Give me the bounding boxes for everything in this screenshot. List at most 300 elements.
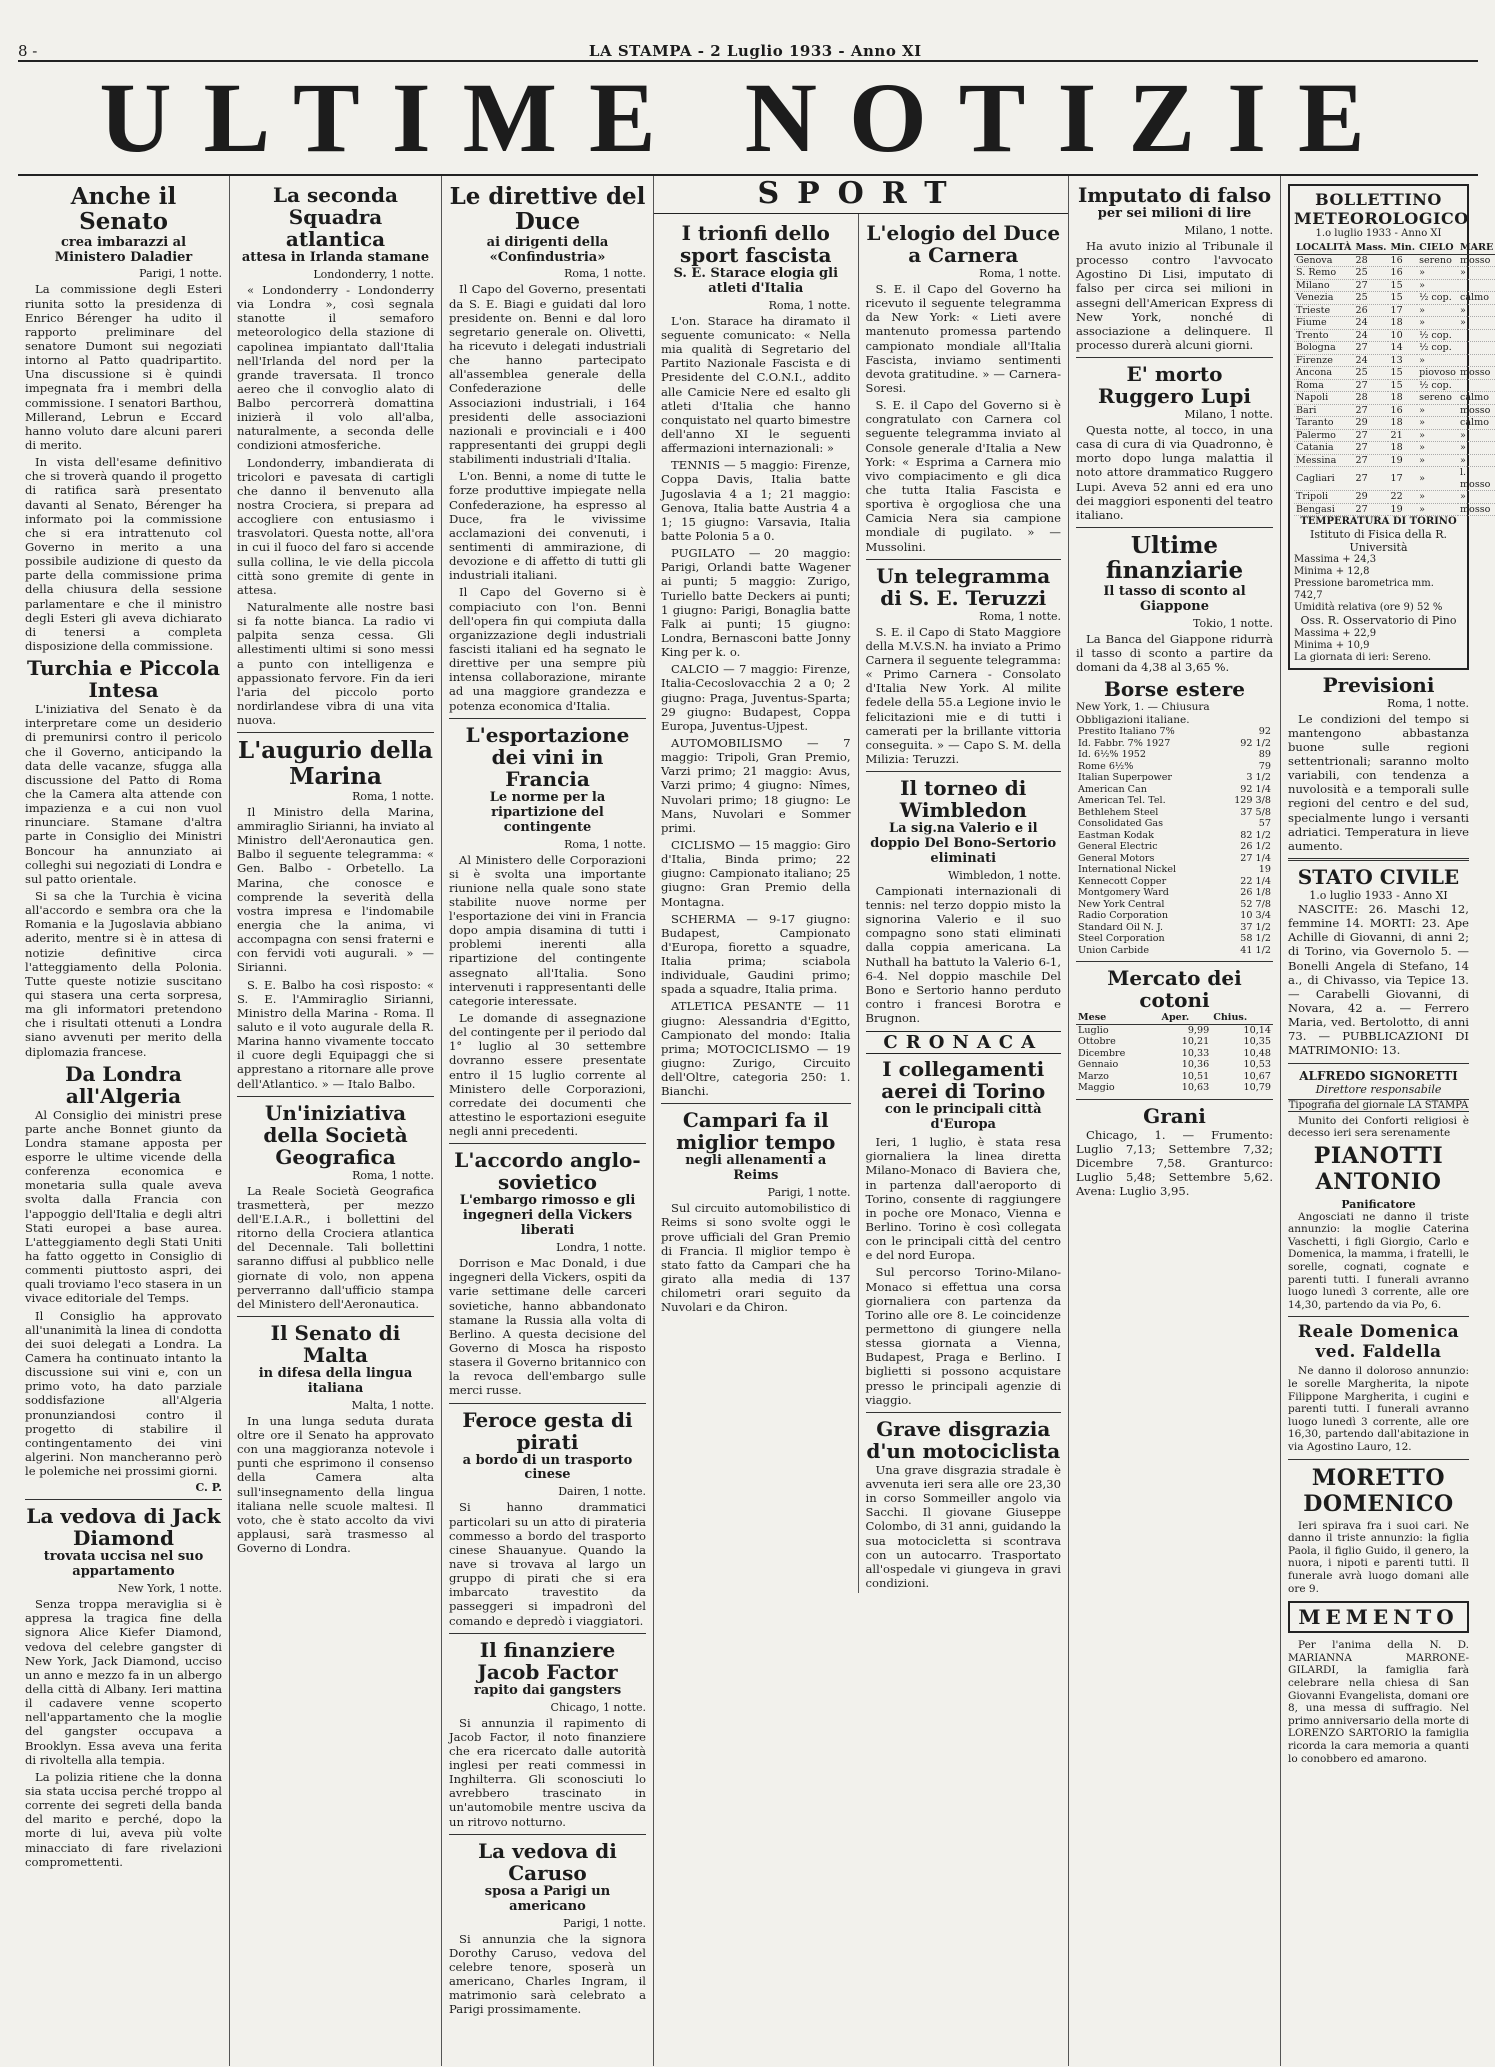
meteo-location: Bengasi (1294, 503, 1353, 516)
stock-name: Standard Oil N. J. (1078, 921, 1164, 933)
dateline: Londra, 1 notte. (556, 1241, 646, 1255)
stock-name: Id. Fabbr. 7% 1927 (1078, 737, 1171, 749)
meteo-location: Genova (1294, 254, 1353, 267)
headline: Anche il Senato (70, 183, 177, 236)
meteo-max: 27 (1353, 429, 1388, 442)
headline: Un telegramma di S. E. Teruzzi (876, 563, 1051, 610)
meteo-min: 18 (1388, 442, 1417, 455)
stock-name: General Motors (1078, 852, 1155, 864)
meteo-max: 24 (1353, 329, 1388, 342)
paragraph: NASCITE: 26. Maschi 12, femmine 14. MORTI: 23. Ape Achille di Giovanni, di anni 2; di Torino, via Governolo 5. — Bonelli Angela di Stefano, 14 a., di Chivasso, via Tepice 13. — Carabelli Giovanni, di Novara, 42 a. — Ferrero Maria, ved. Bertolotto, di anni 73. — PUBBLICAZIONI DI MATRIMONIO: 13. (1288, 901, 1469, 1058)
stock-row (1076, 887, 1273, 899)
meteo-location: Milano (1294, 279, 1353, 292)
paragraph: Il Consiglio ha approvato all'unanimità la linea di condotta dei suoi delegati a Londra. La Camera ha continuato intanto la discussione sui vini e, con un primo voto, ha dato parziale soddisfazione all'Algeria pronunziandosi contro il progetto di stabilire il contingentamento dei vini algerini. Non mancheranno però le polemiche nei prossimi giorni. (25, 1308, 222, 1479)
divider (1288, 1316, 1469, 1317)
stock-value: 57 (1258, 818, 1271, 830)
meteo-sky: ½ cop. (1417, 379, 1458, 392)
subheadline: Turchia e Piccola Intesa (27, 656, 220, 703)
meteo-location: Taranto (1294, 417, 1353, 430)
dateline: Wimbledon, 1 notte. (948, 868, 1061, 882)
masthead-title: ULTIME NOTIZIE (99, 62, 1397, 173)
dateline: Milano, 1 notte. (1184, 223, 1273, 237)
stock-value: 89 (1258, 749, 1271, 761)
stock-value: 129 3/8 (1234, 795, 1271, 807)
divider (661, 1103, 851, 1104)
meteo-header: Mass. (1355, 242, 1387, 253)
meteo-row (1294, 367, 1495, 380)
cotton-month: Luglio (1078, 1024, 1109, 1036)
meteo-row (1294, 317, 1495, 330)
meteo-location: Fiume (1294, 317, 1353, 330)
meteo-location: Palermo (1294, 429, 1353, 442)
stock-name: Consolidated Gas (1078, 818, 1164, 830)
cotton-close: 10,14 (1243, 1024, 1271, 1036)
deck: ai dirigenti della «Confindustria» (486, 234, 609, 265)
paragraph: Al Consiglio dei ministri prese parte anche Bonnet giunto da Londra stamane apposta per esporre le ultime vicende della conferenza economica e monetaria sulla quale aveva svolta dalla Francia con l'appoggio dell'Italia e degli altri Stati europei a base aurea. L'atteggiamento degli Stati Uniti ha fatto oggetto in Consiglio di commenti piuttosto aspri, dei quali troviamo l'eco stasera in un vivace editoriale del Temps. (25, 1107, 222, 1306)
meteo-header: Min. (1390, 242, 1416, 253)
meteo-row (1294, 292, 1495, 305)
stock-value: 10 3/4 (1240, 910, 1271, 922)
stock-row (1076, 807, 1273, 819)
meteo-sky: » (1417, 354, 1458, 367)
temp-line: Minima + 10,9 (1294, 639, 1370, 651)
meteo-min: 15 (1388, 367, 1417, 380)
meteo-min: 15 (1388, 379, 1417, 392)
meteo-sky: » (1417, 454, 1458, 467)
dateline: Roma, 1 notte. (979, 267, 1061, 280)
meteo-min: 14 (1388, 342, 1417, 355)
column-7 (1281, 176, 1494, 2066)
meteo-sky: » (1417, 491, 1458, 504)
headline: Le direttive del Duce (449, 183, 646, 236)
deck: sposa a Parigi un americano (484, 1883, 611, 1914)
deck: a bordo di un trasporto cinese (462, 1452, 633, 1483)
deck: negli allenamenti a Reims (685, 1153, 827, 1184)
stock-value: 52 7/8 (1240, 898, 1271, 910)
headline: L'esportazione dei vini in Francia (465, 722, 630, 791)
folio-header: LA STAMPA - 2 Luglio 1933 - Anno XI (588, 42, 922, 60)
meteo-sea: » (1458, 442, 1495, 455)
stock-value: 92 1/4 (1240, 783, 1271, 795)
meteo-min: 17 (1388, 304, 1417, 317)
sport-subcolumns (654, 214, 1068, 1593)
meteo-sea: » (1458, 317, 1495, 330)
cotton-month: Gennaio (1078, 1059, 1119, 1071)
paragraph: L'iniziativa del Senato è da interpretare come un desiderio di premunirsi contro il pericolo che il Governo, anticipando la data delle vacanze, sfugga alla discussione del Patto di Roma che la Camera alta attende con impazienza e a cui non vuol rinunciare. Stamane d'altra parte in Consiglio dei Ministri Boncour ha annunziato ai colleghi sui negoziati di Londra e sul patto orientale. (25, 702, 222, 886)
deck: per sei milioni di lire (1097, 206, 1252, 221)
divider (866, 559, 1062, 560)
meteo-sky: sereno (1417, 392, 1458, 405)
deck: crea imbarazzi al Ministero Daladier (54, 234, 193, 265)
meteo-sky: ½ cop. (1417, 329, 1458, 342)
meteo-min: 18 (1388, 317, 1417, 330)
meteo-sky: piovoso (1419, 367, 1456, 378)
meteo-sea: calmo (1458, 392, 1495, 405)
meteo-sea: calmo (1458, 417, 1495, 430)
meteo-max: 29 (1353, 417, 1388, 430)
meteo-location: Catania (1294, 442, 1353, 455)
meteo-location: Bologna (1294, 342, 1353, 355)
meteo-sea: » (1458, 491, 1495, 504)
cotton-close: 10,53 (1243, 1059, 1271, 1071)
temp-line: Pressione barometrica mm. 742,7 (1294, 578, 1434, 602)
stock-row (1076, 738, 1273, 750)
stock-value: 27 1/4 (1240, 852, 1271, 864)
stock-name: International Nickel (1078, 864, 1177, 876)
paragraph: Si hanno drammatici particolari su un atto di pirateria commesso a bordo del trasporto cinese Shauanyue. Quando la nave si trovava al largo un gruppo di pirati che si era imbarcato travestito da passeggeri si impadronì del comando e depredò i viaggiatori. (449, 1500, 646, 1628)
column-1 (18, 176, 230, 2066)
paragraph: Si annunzia che la signora Dorothy Caruso, vedova del celebre tenore, sposerà un americano, Charles Ingram, il matrimonio sarà celebrato a Parigi prossimamente. (449, 1931, 646, 2017)
meteo-sea: mosso (1458, 404, 1495, 417)
deck: rapito dai gangsters (473, 1682, 622, 1698)
paragraph: Si sa che la Turchia è vicina all'accordo e sembra ora che la Romania e la Jugoslavia abbiano aderito, mentre si è in attesa di notizie definitive circa l'atteggiamento della Polonia. Tutte queste notizie suscitano qui stasera una certa sorpresa, ma gli informatori pretendono che i risultati ottenuti a Londra siano avvenuti per merito della diplomazia francese. (25, 888, 222, 1059)
stock-row (1076, 795, 1273, 807)
divider (449, 1834, 646, 1835)
meteo-min: 19 (1388, 503, 1417, 516)
paragraph: SCHERMA — 9-17 giugno: Budapest, Campionato d'Europa, fioretto a squadre, Italia prima; sciabola individuale, Gaudini primo; spada a squadre, Italia prima. (661, 911, 851, 997)
dateline: Parigi, 1 notte. (139, 267, 222, 281)
cotton-row (1076, 1071, 1273, 1083)
paragraph: TENNIS — 5 maggio: Firenze, Coppa Davis, Italia batte Jugoslavia 4 a 1; 21 maggio: Genova, Italia batte Austria 4 a 1; 15 giugno: Varsavia, Italia batte Polonia 5 a 0. (661, 458, 851, 543)
stock-row (1076, 922, 1273, 934)
columns (18, 176, 1494, 2066)
stock-value: 82 1/2 (1240, 829, 1271, 841)
stock-name: Eastman Kodak (1078, 829, 1154, 841)
ny-caption: New York, 1. — Chiusura Obbligazioni italiane. (1076, 700, 1210, 726)
meteo-sky: » (1417, 304, 1458, 317)
paragraph: Campionati internazionali di tennis: nel terzo doppio misto la signorina Valerio e il suo compagno sono stati eliminati dalla coppia americana. La Nuthall ha battuto la Valerio 6-1, 6-4. Nel doppio maschile Del Bono e Sertorio hanno perduto contro i francesi Borotra e Brugnon. (865, 883, 1061, 1026)
meteo-row (1294, 392, 1495, 405)
meteo-min: 18 (1388, 392, 1417, 405)
meteo-sea: mosso (1458, 367, 1495, 380)
dateline: Londonderry, 1 notte. (313, 267, 434, 281)
meteo-min: 10 (1388, 329, 1417, 342)
dateline: Roma, 1 notte. (352, 789, 434, 803)
divider (449, 718, 646, 719)
stock-row (1076, 749, 1273, 761)
paragraph: Ha avuto inizio al Tribunale il processo contro l'avvocato Agostino Di Lisi, imputato di falso per circa sei milioni in assegni dell'American Express di New York, nonché di associazione a delinquere. Il processo durerà alcuni giorni. (1076, 238, 1273, 352)
meteo-min: 13 (1388, 354, 1417, 367)
subheadline: Grani (1143, 1103, 1206, 1128)
meteo-max: 28 (1353, 392, 1388, 405)
cotton-header: Aper. (1160, 1012, 1212, 1024)
masthead (18, 62, 1478, 176)
meteo-row (1294, 342, 1495, 355)
cotton-row (1076, 1082, 1273, 1094)
stock-name: Bethlehem Steel (1078, 806, 1159, 818)
paragraph: In una lunga seduta durata oltre ore il Senato ha approvato con una maggioranza notevole i punti che esprimono il consenso della Camera alta sull'insegnamento della lingua italiana nelle scuole maltesi. Il voto, che è stato accolto da vivi applausi, sarà trasmesso al Governo di Londra. (237, 1413, 434, 1556)
cotton-close: 10,48 (1243, 1047, 1271, 1059)
stock-value: 92 1/2 (1240, 737, 1271, 749)
announcement-text: Ne danno il doloroso annunzio: le sorelle Margherita, la nipote Filippone Margherita, i cugini e parenti tutti. I funerali avranno luogo lunedì 3 corrente, alle ore 16,30, partendo dall'abitazione in via Agostino Lauro, 12. (1288, 1365, 1469, 1454)
headline: I trionfi dello sport fascista (680, 221, 832, 267)
meteo-header: CIELO (1417, 242, 1458, 254)
meteo-row (1294, 417, 1495, 430)
paragraph: La Banca del Giappone ridurrà il tasso di sconto a partire da domani da 4,38 al 3,65 %. (1076, 631, 1273, 674)
stock-value: 37 1/2 (1240, 921, 1271, 933)
divider (449, 1633, 646, 1634)
paragraph: Dorrison e Mac Donald, i due ingegneri della Vickers, ospiti da varie settimane delle carceri sovietiche, hanno abbandonato stamane la Russia alla volta di Berlino. A questa decisione del Governo di Mosca ha risposto stasera il Governo britannico con la revoca dell'embargo sulle merci russe. (449, 1256, 646, 1398)
paragraph: Al Ministero delle Corporazioni si è svolta una importante riunione nella quale sono state stabilite nuove norme per l'esportazione dei vini in Francia dopo ampia disamina di tutti i problemi inerenti alla ripartizione del contingente assegnato all'Italia. Sono intervenuti i rappresentanti delle categorie interessate. (449, 852, 646, 1008)
headline: Campari fa il miglior tempo (676, 1108, 836, 1155)
meteo-table (1294, 242, 1495, 516)
meteo-sky: » (1417, 503, 1458, 516)
dateline: New York, 1 notte. (118, 1582, 222, 1596)
meteo-location: Bari (1294, 404, 1353, 417)
temp-lines (1294, 554, 1463, 614)
paragraph: La Reale Società Geografica trasmetterà, per mezzo dell'E.I.A.R., i bollettini del ritorno della Crociera atlantica del Decennale. Tali bollettini saranno diffusi al pubblico nelle giornate di volo, non appena perverranno dall'ufficio stampa del Ministero dell'Aeronautica. (237, 1183, 434, 1311)
meteo-sky: » (1417, 417, 1458, 430)
cotton-open: 9,99 (1187, 1024, 1210, 1036)
dateline: Roma, 1 notte. (564, 837, 646, 851)
stock-value: 79 (1258, 760, 1271, 772)
director-name: ALFREDO SIGNORETTI (1299, 1068, 1458, 1083)
dateline: Dairen, 1 notte. (558, 1485, 646, 1499)
meteo-min: 15 (1388, 292, 1417, 305)
meteo-max: 25 (1353, 267, 1388, 280)
paragraph: Sul percorso Torino-Milano-Monaco si effettua una corsa giornaliera con partenza da Torino alle ore 8. Le coincidenze permettono di giungere nella stessa giornata a Vienna, Budapest, Praga e Berlino. I biglietti si possono acquistare presso le principali agenzie di viaggio. (865, 1265, 1061, 1407)
temp-sub: Istituto di Fisica della R. Università (1310, 528, 1447, 555)
meteo-sea (1458, 354, 1495, 367)
meteo-row (1294, 429, 1495, 442)
paragraph: Londonderry, imbandierata di tricolori e pavesata di cartigli che danno il benvenuto alla nostra Crociera, si prepara ad accogliere con entusiasmo i trasvolatori. Questa notte, all'ora in cui il fuoco del faro si accende sulla collina, le vie della piccola città sono gremite di gente in attesa. (237, 455, 434, 597)
stock-row (1076, 726, 1273, 738)
announcement-text: Ieri spirava fra i suoi cari. Ne danno il triste annunzio: la figlia Paola, il figlio Guido, il genero, la nuora, i nipoti e parenti tutti. Il funerale avrà luogo domani alle ore 9. (1288, 1519, 1469, 1595)
deck: attesa in Irlanda stamane (241, 250, 430, 265)
meteo-row (1294, 379, 1495, 392)
meteo-sky: » (1417, 442, 1458, 455)
meteo-sea: l. mosso (1458, 467, 1495, 491)
stock-row (1076, 899, 1273, 911)
paragraph: S. E. il Capo di Stato Maggiore della M.V.S.N. ha inviato a Primo Carnera il seguente telegramma: « Primo Carnera - Consolato d'Italia New York. Al milite fedele della 55.a Legione invio le felicitazioni mie e di tutti i camerati per la brillante vittoria conseguita. » — Capo S. M. della Milizia: Teruzzi. (865, 624, 1061, 766)
meteo-sea (1458, 329, 1495, 342)
meteo-max: 25 (1353, 367, 1388, 380)
cotton-close: 10,79 (1243, 1082, 1271, 1094)
meteo-sky: » (1417, 429, 1458, 442)
meteo-sky: » (1417, 467, 1458, 491)
subheadline: Mercato dei cotoni (1107, 966, 1242, 1013)
deck: Il tasso di sconto al Giappone (1103, 583, 1246, 614)
paragraph: In vista dell'esame definitivo che si troverà quando il progetto di ratifica sarà presentato davanti al Senato, Bérenger ha informato poi la commissione che si era intrattenuto col Governo in merito a una possibile audizione di questo da parte della commissione prima della chiusura della sessione parlamentare e che il ministro degli Esteri gli aveva dichiarato di tenersi a completa disposizione della commissione. (25, 455, 222, 653)
column-2 (230, 176, 442, 2066)
meteo-min: 16 (1388, 254, 1417, 267)
memento-text: Per l'anima della N. D. MARIANNA MARRONE-GILARDI, la famiglia farà celebrare nella chiesa di San Giovanni Evangelista, domani ore 8, una messa di suffragio. Nel primo anniversario della morte di LORENZO SARTORIO la famiglia ricorda la cara memoria a quanti lo conobbero ed amarono. (1288, 1639, 1469, 1765)
stock-row (1076, 841, 1273, 853)
meteo-sky: » (1417, 279, 1458, 292)
meteo-row (1294, 404, 1495, 417)
meteo-header: MARE (1459, 242, 1494, 253)
signature: C. P. (195, 1481, 222, 1495)
meteo-max: 26 (1353, 304, 1388, 317)
temp-lines2 (1294, 628, 1463, 664)
meteo-max: 24 (1353, 354, 1388, 367)
paragraph: Ieri, 1 luglio, è stata resa giornaliera la linea diretta Milano-Monaco di Baviera che, in partenza dall'aeroporto di Torino, consente di raggiungere in poche ore Monaco, Vienna e Berlino. Torino è così collegata con le principali città del centro e del nord Europa. (865, 1135, 1061, 1263)
announcement-intro: Munito dei Conforti religiosi è decesso ieri sera serenamente (1288, 1114, 1469, 1140)
meteo-row (1294, 254, 1495, 267)
page-number: 8 - (18, 42, 38, 60)
meteo-sea: mosso (1458, 254, 1495, 267)
headline: La vedova di Caruso (478, 1838, 617, 1885)
stock-row (1076, 761, 1273, 773)
paragraph: AUTOMOBILISMO — 7 maggio: Tripoli, Gran Premio, Varzi primo; 21 maggio: Avus, Varzi primo; 4 giugno: Nîmes, Nuvolari primo; 18 giugno: Le Mans, Nuvolari e Sommer primi. (661, 735, 851, 835)
meteo-max: 29 (1353, 491, 1388, 504)
meteo-max: 27 (1353, 379, 1388, 392)
meteo-sea: mosso (1458, 503, 1495, 516)
meteo-max: 27 (1353, 404, 1388, 417)
temp-sub2: Oss. R. Osservatorio di Pino (1300, 614, 1457, 628)
divider (866, 771, 1062, 772)
announcement-name: MORETTO DOMENICO (1303, 1464, 1454, 1517)
headline: STATO CIVILE (1297, 864, 1460, 889)
dateline: Milano, 1 notte. (1184, 408, 1273, 422)
stock-row (1076, 784, 1273, 796)
temp-line: Minima + 12,8 (1294, 566, 1370, 578)
meteo-min: 17 (1388, 467, 1417, 491)
stock-name: Id. 6½% 1952 (1078, 749, 1147, 761)
headline: Grave disgrazia d'un motociclista (866, 1416, 1061, 1463)
meteo-location: Napoli (1294, 392, 1353, 405)
paragraph: Le domande di assegnazione del contingente per il periodo dal 1° luglio al 30 settembre dovranno essere presentate entro il 15 luglio corrente al Ministero delle Corporazioni, corredate dei documenti che attestino le esportazioni eseguite negli anni precedenti. (449, 1011, 646, 1139)
column-6 (1069, 176, 1281, 2066)
sport-block (654, 176, 1069, 2066)
cotton-open: 10,21 (1181, 1036, 1210, 1048)
temp-title: TEMPERATURA DI TORINO (1300, 516, 1457, 527)
memento-header: MEMENTO (1288, 1601, 1469, 1633)
meteo-row (1294, 304, 1495, 317)
dateline: Parigi, 1 notte. (767, 1186, 851, 1200)
headline: Il finanziere Jacob Factor (477, 1637, 618, 1684)
divider (1076, 357, 1273, 358)
cotton-row (1076, 1059, 1273, 1071)
stock-value: 92 (1258, 726, 1271, 738)
divider (1288, 1063, 1469, 1064)
temp-line: Massima + 22,9 (1294, 627, 1377, 639)
divider (1076, 1099, 1273, 1100)
divider (25, 1499, 222, 1500)
stock-value: 37 5/8 (1240, 806, 1271, 818)
meteo-min: 16 (1388, 404, 1417, 417)
meteo-sky: sereno (1417, 254, 1458, 267)
meteo-min: 16 (1388, 267, 1417, 280)
divider (237, 1316, 434, 1317)
meteo-sea: calmo (1458, 292, 1495, 305)
column-5 (859, 214, 1069, 1593)
meteo-header: LOCALITÀ (1296, 242, 1352, 253)
stock-name: Montgomery Ward (1078, 887, 1169, 899)
meteo-sea (1458, 279, 1495, 292)
cotton-row (1076, 1036, 1273, 1048)
paragraph: La commissione degli Esteri riunita sotto la presidenza di Enrico Bérenger ha udito il rapporto preliminare del senatore Dumont sui negoziati intorno al Patto quadripartito. Una discussione si è quindi impegnata fra i membri della commissione. I senatori Barthou, Millerand, Lebrun e Eccard hanno voluto dare alcuni pareri di merito. (25, 282, 222, 453)
meteo-min: 18 (1388, 417, 1417, 430)
meteo-sea: » (1458, 454, 1495, 467)
meteo-row (1294, 354, 1495, 367)
paragraph: Sul circuito automobilistico di Reims si sono svolte oggi le prove ufficiali del Gran Premio di Francia. Il miglior tempo è stato fatto da Campari che ha girato alla media di 137 chilometri orari seguito da Nuvolari e da Chiron. (661, 1201, 851, 1315)
divider (237, 732, 434, 733)
meteo-max: 24 (1353, 317, 1388, 330)
announcement-name: Reale Domenica ved. Faldella (1297, 1322, 1460, 1363)
headline: I collegamenti aerei di Torino (881, 1057, 1046, 1104)
meteo-max: 27 (1353, 342, 1388, 355)
cotton-table (1076, 1012, 1273, 1094)
meteo-row (1294, 491, 1495, 504)
headline: L'elogio del Duce a Carnera (866, 221, 1061, 267)
dateline: Roma, 1 notte. (564, 267, 646, 281)
meteo-max: 27 (1353, 454, 1388, 467)
headline: Il Senato di Malta (270, 1320, 401, 1367)
divider (1288, 858, 1469, 861)
dateline: Roma, 1 notte. (352, 1168, 434, 1182)
paragraph: L'on. Starace ha diramato il seguente comunicato: « Nella mia qualità di Segretario del Partito Nazionale Fascista e di Presidente del C.O.N.I., addito alle Camicie Nere ed esalto gli atleti d'Italia che hanno conquistato nel quarto bimestre dell'anno XI le seguenti affermazioni internazionali: » (661, 313, 851, 456)
meteo-min: 22 (1388, 491, 1417, 504)
meteo-location: Roma (1294, 379, 1353, 392)
stock-name: Rome 6½% (1078, 760, 1134, 772)
divider (866, 1412, 1062, 1413)
meteo-sky: » (1417, 404, 1458, 417)
meteo-location: Venezia (1294, 292, 1353, 305)
headline: La seconda Squadra atlantica (273, 183, 398, 251)
meteo-row (1294, 467, 1495, 491)
headline: L'augurio della Marina (238, 737, 433, 790)
meteo-sea (1458, 342, 1495, 355)
cotton-month: Ottobre (1078, 1036, 1116, 1048)
column-3 (442, 176, 654, 2066)
cotton-open: 10,33 (1181, 1047, 1210, 1059)
paragraph: ATLETICA PESANTE — 11 giugno: Alessandria d'Egitto, Campionato del mondo: Italia prima; MOTOCICLISMO — 19 giugno: Zurigo, Circuito dell'Oltre, categoria 250: 1. Bianchi. (661, 999, 851, 1099)
deck: trovata uccisa nel suo appartamento (43, 1549, 204, 1580)
paragraph: CALCIO — 7 maggio: Firenze, Italia-Cecoslovacchia 2 a 0; 2 giugno: Praga, Juventus-Sparta; 29 giugno: Budapest, Coppa Europa, Juventus-Ujpest. (661, 662, 851, 733)
paragraph: Chicago, 1. — Frumento: Luglio 7,13; Settembre 7,32; Dicembre 7,58. Granturco: Luglio 5,48; Settembre 5,62. Avena: Luglio 3,95. (1076, 1127, 1273, 1199)
stock-name: Prestito Italiano 7% (1078, 726, 1175, 738)
stocks-table (1076, 726, 1273, 956)
temp-box (1294, 516, 1463, 664)
deck: La sig.na Valerio e il doppio Del Bono-Sertorio eliminati (870, 821, 1057, 866)
announcement-name: PIANOTTI ANTONIO (1313, 1142, 1444, 1195)
dateline: Roma, 1 notte. (1387, 696, 1469, 710)
stock-name: Italian Superpower (1078, 772, 1172, 784)
stock-name: Kennecott Copper (1078, 875, 1167, 887)
paragraph: L'on. Benni, a nome di tutte le forze produttive impiegate nella Confederazione, ha espresso al Duce, fra le vivissime acclamazioni dei convenuti, i sentimenti di ammirazione, di devozione e di affetto di tutti gli industriali italiani. (449, 469, 646, 583)
stock-value: 26 1/8 (1240, 887, 1271, 899)
cotton-open: 10,63 (1181, 1082, 1210, 1094)
meteo-max: 27 (1353, 503, 1388, 516)
meteo-sky: ½ cop. (1417, 342, 1458, 355)
meteo-location: Tripoli (1294, 491, 1353, 504)
stock-value: 22 1/4 (1240, 875, 1271, 887)
headline: Un'iniziativa della Società Geografica (263, 1100, 408, 1169)
meteo-sky: » (1417, 317, 1458, 330)
paragraph: Il Capo del Governo, presentati da S. E. Biagi e guidati dal loro presidente on. Benni e dal loro segretario generale on. Olivetti, ha ricevuto i delegati industriali che hanno partecipato all'assemblea generale della Confederazione delle Associazioni industriali, i 164 presidenti delle associazioni nazionali e provinciali e i 400 rappresentanti dei gruppi degli stabilimenti industriali d'Italia. (449, 282, 646, 467)
paragraph: Le condizioni del tempo si mantengono abbastanza buone sulle regioni settentrionali; saranno molto variabili, con tendenza a nuvolosità e a temporali sulle regioni del centro e del sud, specialmente lungo i versanti adriatici. Temperatura in lieve aumento. (1288, 711, 1469, 853)
subheadline: Borse estere (1104, 676, 1245, 701)
cotton-open: 10,36 (1181, 1059, 1210, 1071)
headline: L'accordo anglo-sovietico (454, 1148, 641, 1195)
meteo-row (1294, 267, 1495, 280)
dateline: Roma, 1 notte. (979, 609, 1061, 623)
folio (18, 0, 1478, 62)
section-header-cronaca: CRONACA (866, 1031, 1062, 1054)
headline: Il torneo di Wimbledon (899, 776, 1027, 823)
dateline: Roma, 1 notte. (768, 298, 851, 312)
dateline: Malta, 1 notte. (351, 1398, 434, 1412)
paragraph: « Londonderry - Londonderry via Londra », così segnala stanotte il semaforo meteorologico della stazione di capolinea impiantato dall'Italia nell'Irlanda del nord per la grande traversata. Il tronco aereo che il convoglio alato di Balbo percorrerà domattina inizierà il volo all'alba, naturalmente, a seconda delle condizioni atmosferiche. (237, 282, 434, 453)
stock-name: American Can (1078, 783, 1147, 795)
deck: in difesa della lingua italiana (258, 1365, 413, 1396)
meteo-sea (1458, 379, 1495, 392)
paragraph: PUGILATO — 20 maggio: Parigi, Orlandi batte Wagener ai punti; 5 maggio: Zurigo, Turiello batte Deckers ai punti; 1 giugno: Parigi, Bonaglia batte Falk ai punti; 15 giugno: Londra, Bernasconi batte Jonny King per k. o. (661, 546, 851, 660)
meteo-location: Trieste (1294, 304, 1353, 317)
temp-line: Massima + 24,3 (1294, 554, 1377, 566)
meteo-location: Ancona (1294, 367, 1353, 380)
